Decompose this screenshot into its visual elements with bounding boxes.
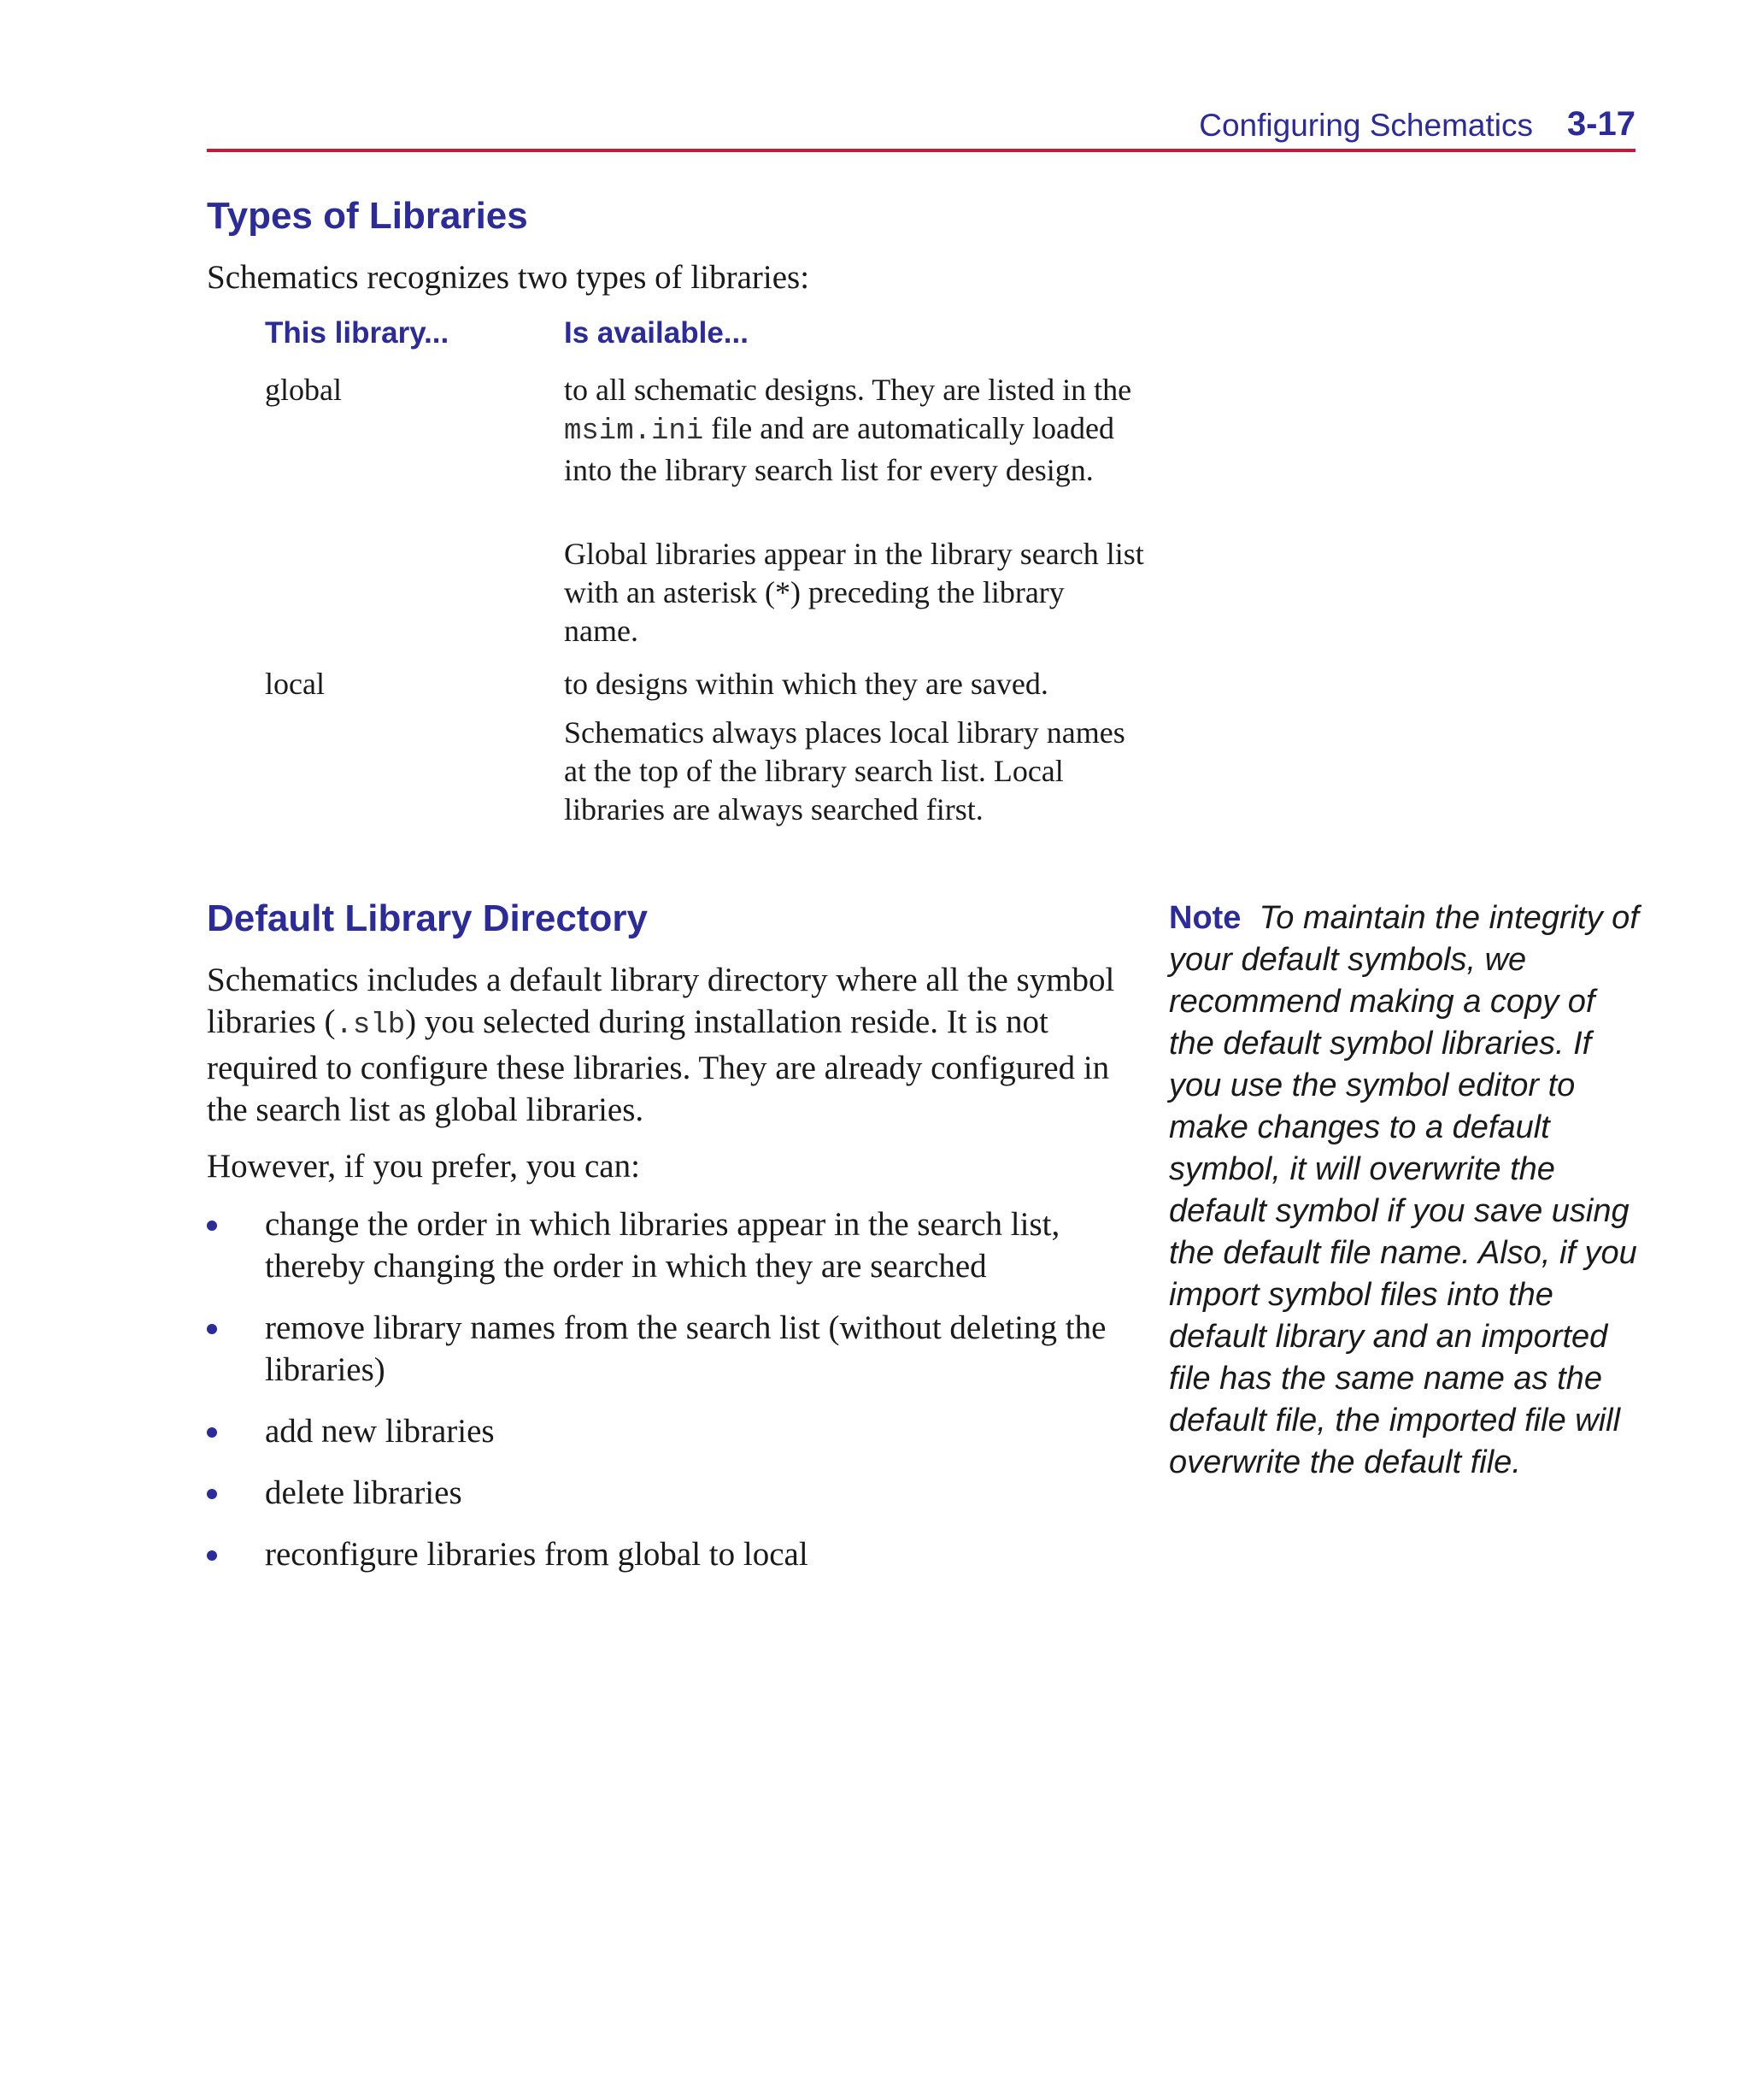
note-text: To maintain the integrity of your default symbols, we recommend making a copy of the default symbol libraries. If you use the symbol editor to make changes to a default symbol, it will overwrite the default symbol if you save using the default file name. Also, if you import symbol files into the default library and an imported file has the same name as the default file, the imported file will overwrite the default file.: [1169, 900, 1639, 1480]
paragraph-text: Schematics includes a default library directory where all the symbol libraries (: [207, 962, 1115, 1040]
list-item-text: delete libraries: [265, 1474, 462, 1511]
list-item: [207, 1533, 1113, 1575]
list-item-text: reconfigure libraries from global to local: [265, 1536, 808, 1573]
list-item: [207, 1410, 1113, 1452]
header-divider: [207, 149, 1635, 152]
bullet-icon: [207, 1324, 217, 1334]
list-item-text: change the order in which libraries appear in the search list, thereby changing the order in which they are searched: [265, 1206, 1060, 1285]
table-cell-description-note: Global libraries appear in the library search list with an asterisk (*) preceding the library name.: [564, 537, 1144, 648]
extension-code: .slb: [335, 1009, 406, 1042]
paragraph-text: ) you selected during installation reside. It is not required to configure these libraries. They are already configured in the search list as global libraries.: [207, 1003, 1110, 1128]
page-header: [207, 101, 1635, 152]
table-cell-library-name: local: [265, 667, 325, 701]
table-header-library: This library...: [265, 316, 449, 350]
bullet-icon: [207, 1550, 217, 1561]
table-header-availability: Is available...: [564, 316, 749, 350]
section-heading-default-library-directory: Default Library Directory: [207, 897, 648, 939]
bullet-icon: [207, 1427, 217, 1438]
page-number: 3-17: [1566, 105, 1635, 143]
table-cell-description: to designs within which they are saved.: [564, 667, 1048, 701]
list-item: [207, 1307, 1113, 1391]
bullet-icon: [207, 1489, 217, 1499]
sidebar-note: [1169, 897, 1647, 1484]
list-item-text: remove library names from the search list (without deleting the libraries): [265, 1309, 1107, 1388]
section-intro: Schematics recognizes two types of libraries:: [207, 259, 810, 296]
table-cell-library-name: global: [265, 373, 342, 407]
bullet-icon: [207, 1221, 217, 1231]
description-text: file and are automatically loaded into the library search list for every design.: [564, 411, 1115, 487]
description-text: to all schematic designs. They are listed in the: [564, 373, 1132, 407]
header-title: Configuring Schematics: [1199, 108, 1533, 143]
list-item: [207, 1472, 1113, 1514]
section-paragraph-lead: However, if you prefer, you can:: [207, 1148, 640, 1185]
list-item: [207, 1203, 1113, 1287]
note-label: Note: [1169, 900, 1242, 936]
list-item-text: add new libraries: [265, 1413, 495, 1450]
table-cell-description: [564, 371, 1145, 490]
section-heading-types-of-libraries: Types of Libraries: [207, 195, 528, 237]
filename-code: msim.ini: [564, 415, 704, 448]
table-cell-description-note: Schematics always places local library names at the top of the library search list. Local libraries are always searched first.: [564, 715, 1125, 826]
options-list: [207, 1203, 1113, 1595]
section-paragraph: [207, 959, 1117, 1131]
